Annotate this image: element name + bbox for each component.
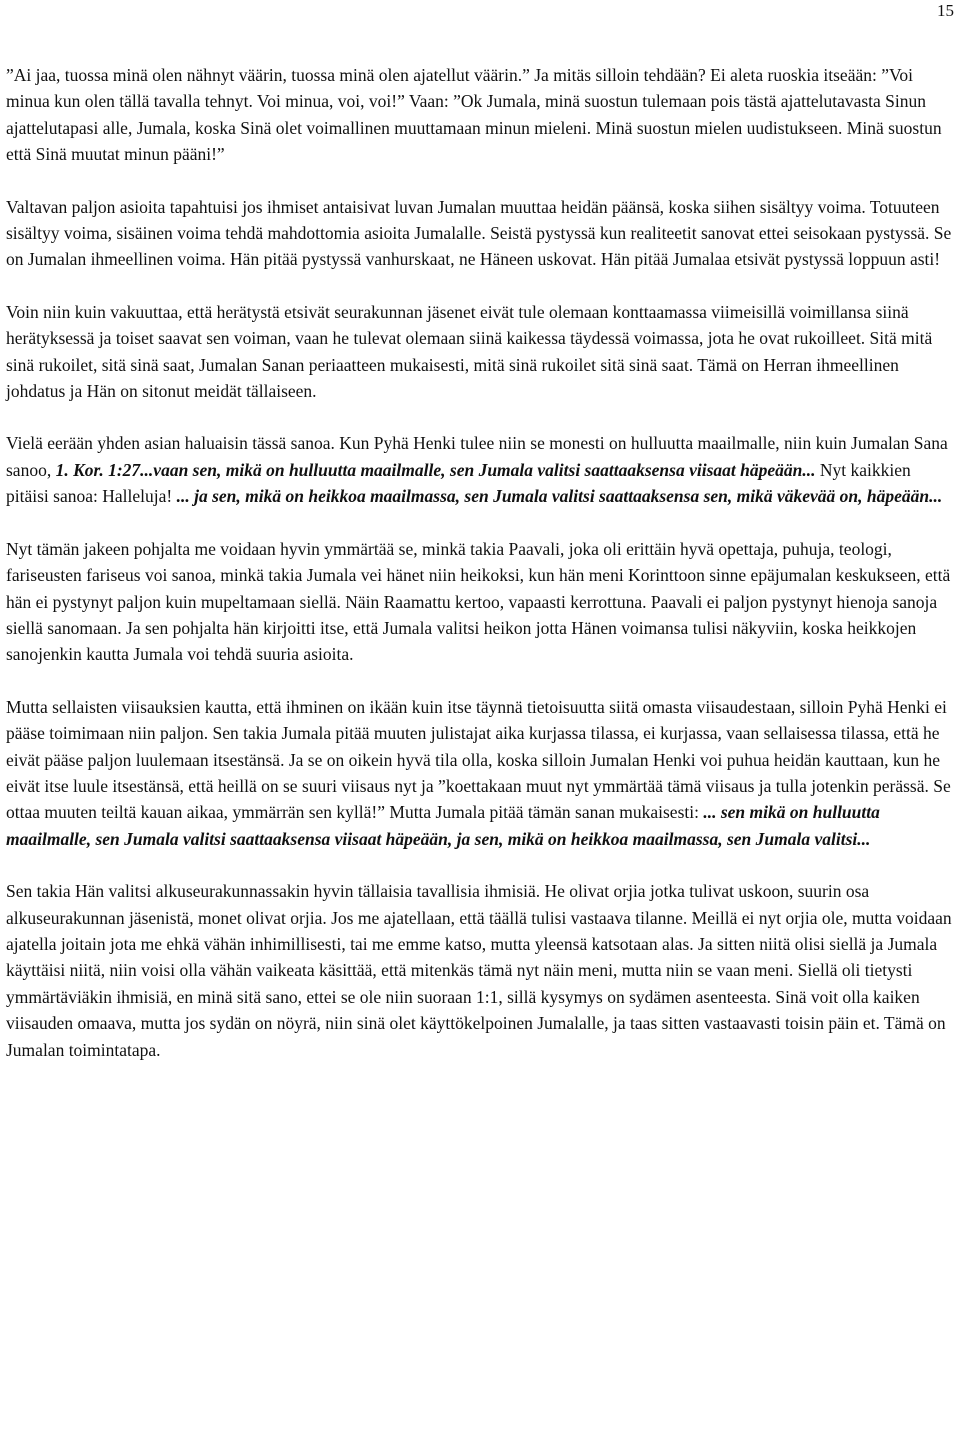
document-body <box>6 62 954 1089</box>
paragraph-text: Voin niin kuin vakuuttaa, että herätystä etsivät seurakunnan jäsenet eivät tule olemaan konttaamassa viimeisillä voimillansa siinä herätyksessä ja toiset saavat sen voiman, vaan he tulevat olemaan siinä kaikessa täydessä voimassa, jota he ovat rukoilleet. Sitä mitä sinä rukoilet, sitä sinä saat, Jumalan Sanan periaatteen mukaisesti, mitä sinä rukoilet sitä sinä saat. Tämä on Herran ihmeellinen johdatus ja Hän on sitonut meidät tällaiseen. <box>6 301 933 402</box>
paragraph-text: Mutta sellaisten viisauksien kautta, että ihminen on ikään kuin itse täynnä tietoisuutta siitä omasta viisaudestaan, silloin Pyhä Henki ei pääse toimimaan niin paljon. Sen takia Jumala pitää muuten julistajat aika kurjassa tilassa, ei kurjassa, vaan sellaisessa tilassa, että he eivät pääse paljon luulemaan itsestänsä. Ja se on oikein hyvä tila olla, koska silloin Jumalan Henki voi puhua heidän kauttaan, kun he eivät itse luule itsestänsä, että heillä on se suuri viisaus nyt ja ”koettakaan muut nyt ymmärtää tämä viisaus ja tulla jotenkin perässä. Se ottaa muuten teiltä kauan aikaa, ymmärrän sen kyllä!” Mutta Jumala pitää tämän sanan mukaisesti: <box>6 696 951 823</box>
paragraph-6 <box>6 694 954 852</box>
bible-quote: 1. Kor. 1:27...vaan sen, mikä on hulluutta maailmalle, sen Jumala valitsi saattaaksensa viisaat häpeään... <box>55 459 816 480</box>
page-number: 15 <box>937 1 954 20</box>
paragraph-1 <box>6 62 954 168</box>
paragraph-text: Sen takia Hän valitsi alkuseurakunnassakin hyvin tällaisia tavallisia ihmisiä. He olivat orjia jotka tulivat uskoon, suurin osa alkuseurakunnan jäsenistä, monet olivat orjia. Jos me ajatellaan, että täällä tulisi vastaava tilanne. Meillä ei nyt orjia ole, mutta voidaan ajatella joitain jota me ehkä vähän inhimillisesti, tai me emme katso, mutta yleensä katsotaan alas. Ja sitten niitä olisi siellä ja Jumala käyttäisi niitä, niin voisi olla vähän vaikeata käsittää, että mitenkäs tämä nyt näin meni, mutta niin se vaan meni. Siellä oli tietysti ymmärtäviäkin ihmisiä, en minä sitä sano, ettei se ole niin suoraan 1:1, sillä kysymys on sydämen asenteesta. Sinä voit olla kaiken viisauden omaava, mutta jos sydän on nöyrä, niin sinä olet käyttökelpoinen Jumalalle, ja taas sitten vastaavasti toisin päin et. Tämä on Jumalan toimintatapa. <box>6 881 952 1060</box>
paragraph-3 <box>6 299 954 405</box>
bible-quote: ... sen mikä on hulluutta maailmalle, sen Jumala valitsi saattaaksensa viisaat häpeään, ja sen, mikä on heikkoa maailmassa, sen Jumala valitsi... <box>6 802 880 849</box>
paragraph-4 <box>6 430 954 509</box>
paragraph-5 <box>6 536 954 668</box>
paragraph-text: Valtavan paljon asioita tapahtuisi jos ihmiset antaisivat luvan Jumalan muuttaa heidän päänsä, koska siihen sisältyy voima. Totuuteen sisältyy voima, sisäinen voima tehdä mahdottomia asioita Jumalalle. Seistä pystyssä kun realiteetit sanovat ettei seisokaan pystyssä. Se on Jumalan ihmeellinen voima. Hän pitää pystyssä vanhurskaat, ne Häneen uskovat. Hän pitää Jumalaa etsivät pystyssä loppuun asti! <box>6 196 952 270</box>
paragraph-2 <box>6 194 954 273</box>
bible-quote: ... ja sen, mikä on heikkoa maailmassa, sen Jumala valitsi saattaaksensa sen, mikä väkevää on, häpeään... <box>176 486 943 507</box>
paragraph-text: Nyt tämän jakeen pohjalta me voidaan hyvin ymmärtää se, minkä takia Paavali, joka oli erittäin hyvä opettaja, puhuja, teologi, fariseusten fariseus voi sanoa, minkä takia Jumala vei hänet niin heikoksi, kun hän meni Korinttoon sinne epäjumalan keskukseen, että hän ei pystynyt paljon kuin mupeltamaan siellä. Näin Raamattu kertoo, vapaasti kerrottuna. Paavali ei paljon pystynyt hienoja sanoja siellä sanomaan. Ja sen pohjalta hän kirjoitti itse, että Jumala valitsi heikon jotta Hänen voimansa tulisi näkyviin, koska heikkojen sanojenkin kautta Jumala voi tehdä suuria asioita. <box>6 538 951 665</box>
paragraph-7 <box>6 878 954 1063</box>
paragraph-text: ”Ai jaa, tuossa minä olen nähnyt väärin, tuossa minä olen ajatellut väärin.” Ja mitäs silloin tehdään? Ei aleta ruoskia itseään: ”Voi minua kun olen tällä tavalla tehnyt. Voi minua, voi, voi!” Vaan: ”Ok Jumala, minä suostun tulemaan pois tästä ajattelutavasta Sinun ajattelutapasi alle, Jumala, koska Sinä olet voimallinen muuttamaan minun mieleni. Minä suostun mielen uudistukseen. Minä suostun että Sinä muutat minun pääni!” <box>6 65 942 165</box>
paragraph-text: Nyt kaikkien pitäisi sanoa: Halleluja! <box>6 459 911 507</box>
paragraph-text: Vielä eerään yhden asian haluaisin tässä sanoa. Kun Pyhä Henki tulee niin se monesti on hulluutta maailmalle, niin kuin Jumalan Sana sanoo, <box>6 433 948 480</box>
